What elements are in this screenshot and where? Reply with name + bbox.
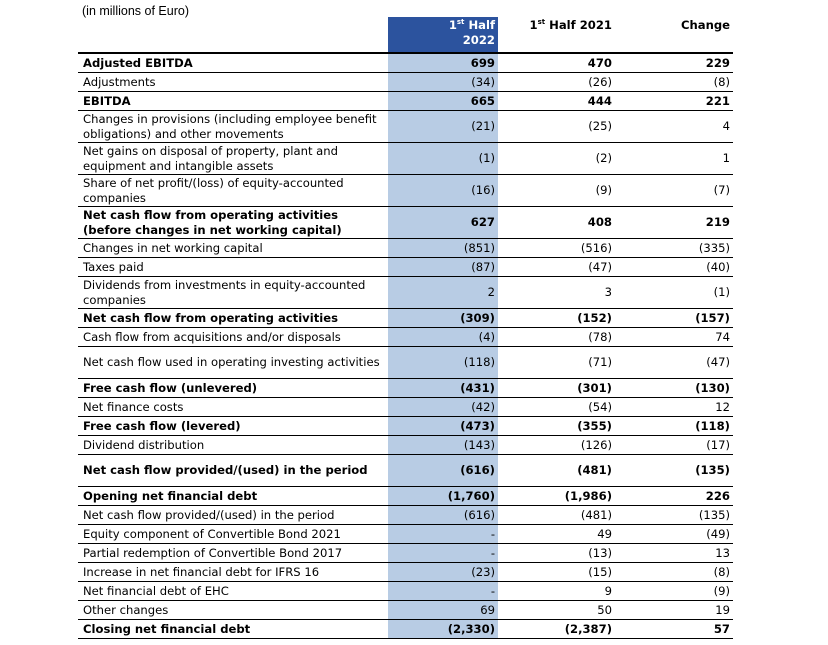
- cell-change: 219: [705, 215, 730, 229]
- cell-first-half-2021: (25): [588, 119, 612, 133]
- row-label: Cash flow from acquisitions and/or disposals: [83, 329, 341, 344]
- cell-first-half-2021: (2,387): [564, 621, 612, 636]
- cell-change: (135): [695, 463, 730, 477]
- cell-first-half-2021: (152): [577, 310, 612, 325]
- cell-first-half-2021: (481): [580, 507, 612, 522]
- table-row: [78, 73, 733, 92]
- table-row: [78, 379, 733, 398]
- table-row: [78, 436, 733, 455]
- cell-change: (47): [706, 355, 730, 369]
- header-change: Change: [680, 18, 730, 32]
- header-h22-year: 2022: [462, 33, 495, 47]
- cash-flow-table: [78, 17, 733, 639]
- header-h22-ordinal: st: [456, 18, 465, 27]
- row-label: Net finance costs: [83, 399, 184, 414]
- cell-change: 226: [705, 488, 730, 503]
- table-row: [78, 417, 733, 436]
- table-row: [78, 207, 733, 239]
- table-body: [78, 53, 733, 639]
- table-header-row: [78, 17, 733, 53]
- row-label: Net cash flow provided/(used) in the period: [83, 507, 335, 522]
- table-row: [78, 309, 733, 328]
- cell-first-half-2022: 627: [388, 207, 498, 239]
- row-label: Changes in provisions (including employee benefit obligations) and other movements: [83, 111, 377, 141]
- table-row: [78, 347, 733, 379]
- unit-note: (in millions of Euro): [82, 4, 189, 18]
- cell-first-half-2021: (71): [588, 355, 612, 369]
- cell-change: 12: [715, 399, 730, 414]
- cell-first-half-2021: 50: [597, 602, 612, 617]
- row-label: Taxes paid: [83, 259, 144, 274]
- cell-first-half-2022: (21): [388, 111, 498, 143]
- row-label: Free cash flow (levered): [83, 418, 241, 433]
- table-row: [78, 111, 733, 143]
- cell-first-half-2022: (23): [388, 563, 498, 582]
- cell-first-half-2022: (1): [388, 143, 498, 175]
- cell-first-half-2022: -: [388, 544, 498, 563]
- row-label: Share of net profit/(loss) of equity-accounted companies: [83, 175, 344, 205]
- cell-first-half-2021: (301): [577, 380, 612, 395]
- row-label: EBITDA: [83, 93, 131, 108]
- cell-first-half-2022: (851): [388, 239, 498, 258]
- table-row: [78, 258, 733, 277]
- row-label: Net cash flow from operating activities: [83, 310, 338, 325]
- table-row: [78, 487, 733, 506]
- cell-first-half-2022: (34): [388, 73, 498, 92]
- header-label-cell: [78, 17, 388, 53]
- row-label: Opening net financial debt: [83, 488, 258, 503]
- cell-change: (1): [713, 285, 730, 299]
- row-label: Net gains on disposal of property, plant and equipment and intangible assets: [83, 143, 338, 173]
- header-h22-number: 1: [448, 18, 457, 32]
- table-row: [78, 92, 733, 111]
- cell-first-half-2022: 2: [388, 277, 498, 309]
- cell-first-half-2022: (143): [388, 436, 498, 455]
- cell-first-half-2021: (26): [588, 74, 612, 89]
- row-label: Dividends from investments in equity-accounted companies: [83, 277, 366, 307]
- table-row: [78, 582, 733, 601]
- cell-first-half-2021: (78): [588, 329, 612, 344]
- cell-first-half-2022: (616): [388, 506, 498, 525]
- cell-first-half-2022: (4): [388, 328, 498, 347]
- cell-first-half-2021: (516): [580, 240, 612, 255]
- table-row: [78, 328, 733, 347]
- cell-change: (9): [713, 583, 730, 598]
- cell-first-half-2021: (481): [577, 463, 612, 477]
- header-first-half-2022: [388, 17, 498, 53]
- cell-first-half-2021: 3: [604, 285, 612, 299]
- cell-change: (8): [713, 564, 730, 579]
- cell-change: 221: [705, 93, 730, 108]
- cell-change: (8): [713, 74, 730, 89]
- cell-first-half-2022: (87): [388, 258, 498, 277]
- cell-change: 1: [722, 151, 730, 165]
- table-row: [78, 601, 733, 620]
- cell-first-half-2021: 408: [587, 215, 612, 229]
- row-label: Dividend distribution: [83, 437, 205, 452]
- cell-first-half-2022: 665: [388, 92, 498, 111]
- cell-change: (40): [706, 259, 730, 274]
- cell-first-half-2022: -: [388, 525, 498, 544]
- row-label: Net cash flow from operating activities (before changes in net working capital): [83, 207, 342, 237]
- cell-first-half-2021: (355): [577, 418, 612, 433]
- cell-first-half-2022: (16): [388, 175, 498, 207]
- row-label: Closing net financial debt: [83, 621, 251, 636]
- header-first-half-2021: [498, 17, 615, 53]
- row-label: Other changes: [83, 602, 169, 617]
- cell-change: 229: [705, 55, 730, 70]
- table-row: [78, 143, 733, 175]
- cell-change: 13: [715, 545, 730, 560]
- row-label: Increase in net financial debt for IFRS 16: [83, 564, 320, 579]
- table-row: [78, 544, 733, 563]
- cell-first-half-2021: (1,986): [564, 488, 612, 503]
- cell-first-half-2022: (118): [388, 347, 498, 379]
- row-label: Adjusted EBITDA: [83, 55, 193, 70]
- cell-first-half-2022: 69: [388, 601, 498, 620]
- cell-first-half-2021: (54): [588, 399, 612, 414]
- table-row: [78, 239, 733, 258]
- cell-first-half-2021: (2): [595, 151, 612, 165]
- cell-change: (157): [695, 310, 730, 325]
- cell-first-half-2021: (126): [580, 437, 612, 452]
- cell-change: (17): [706, 437, 730, 452]
- row-label: Net cash flow provided/(used) in the period: [83, 463, 368, 477]
- header-h21-text: Half 2021: [549, 18, 612, 32]
- table-row: [78, 525, 733, 544]
- cell-first-half-2022: (2,330): [388, 620, 498, 639]
- table-row: [78, 620, 733, 639]
- cell-change: (130): [695, 380, 730, 395]
- cell-change: 74: [715, 329, 730, 344]
- cell-change: 57: [713, 621, 730, 636]
- row-label: Free cash flow (unlevered): [83, 380, 258, 395]
- row-label: Equity component of Convertible Bond 2021: [83, 526, 341, 541]
- cell-first-half-2022: (42): [388, 398, 498, 417]
- table-row: [78, 455, 733, 487]
- row-label: Net cash flow used in operating investing activities: [83, 355, 380, 369]
- row-label: Net financial debt of EHC: [83, 583, 229, 598]
- row-label: Partial redemption of Convertible Bond 2017: [83, 545, 343, 560]
- cell-change: (118): [695, 418, 730, 433]
- cell-first-half-2022: (473): [388, 417, 498, 436]
- cell-change: (335): [698, 240, 730, 255]
- header-h22-half: Half: [468, 18, 495, 32]
- cell-change: (135): [698, 507, 730, 522]
- cell-first-half-2021: 444: [587, 93, 612, 108]
- cell-first-half-2021: (15): [588, 564, 612, 579]
- cell-first-half-2022: (431): [388, 379, 498, 398]
- cell-first-half-2021: (13): [588, 545, 612, 560]
- cell-first-half-2021: 9: [604, 583, 612, 598]
- cell-first-half-2021: (47): [588, 259, 612, 274]
- cell-first-half-2022: 699: [388, 53, 498, 73]
- table-row: [78, 398, 733, 417]
- row-label: Changes in net working capital: [83, 240, 263, 255]
- table-row: [78, 563, 733, 582]
- cell-change: 19: [715, 602, 730, 617]
- cell-first-half-2021: 470: [587, 55, 612, 70]
- cell-first-half-2021: (9): [595, 183, 612, 197]
- cell-first-half-2022: (309): [388, 309, 498, 328]
- cell-first-half-2021: 49: [597, 526, 612, 541]
- cell-first-half-2022: -: [388, 582, 498, 601]
- table-row: [78, 506, 733, 525]
- header-h21-number: 1: [529, 18, 538, 32]
- row-label: Adjustments: [83, 74, 156, 89]
- table-row: [78, 175, 733, 207]
- table-row: [78, 277, 733, 309]
- cell-first-half-2022: (616): [388, 455, 498, 487]
- cell-change: (7): [713, 183, 730, 197]
- cell-first-half-2022: (1,760): [388, 487, 498, 506]
- cell-change: (49): [706, 526, 730, 541]
- header-h21-ordinal: st: [537, 18, 546, 27]
- cell-change: 4: [722, 119, 730, 133]
- table-row: [78, 53, 733, 73]
